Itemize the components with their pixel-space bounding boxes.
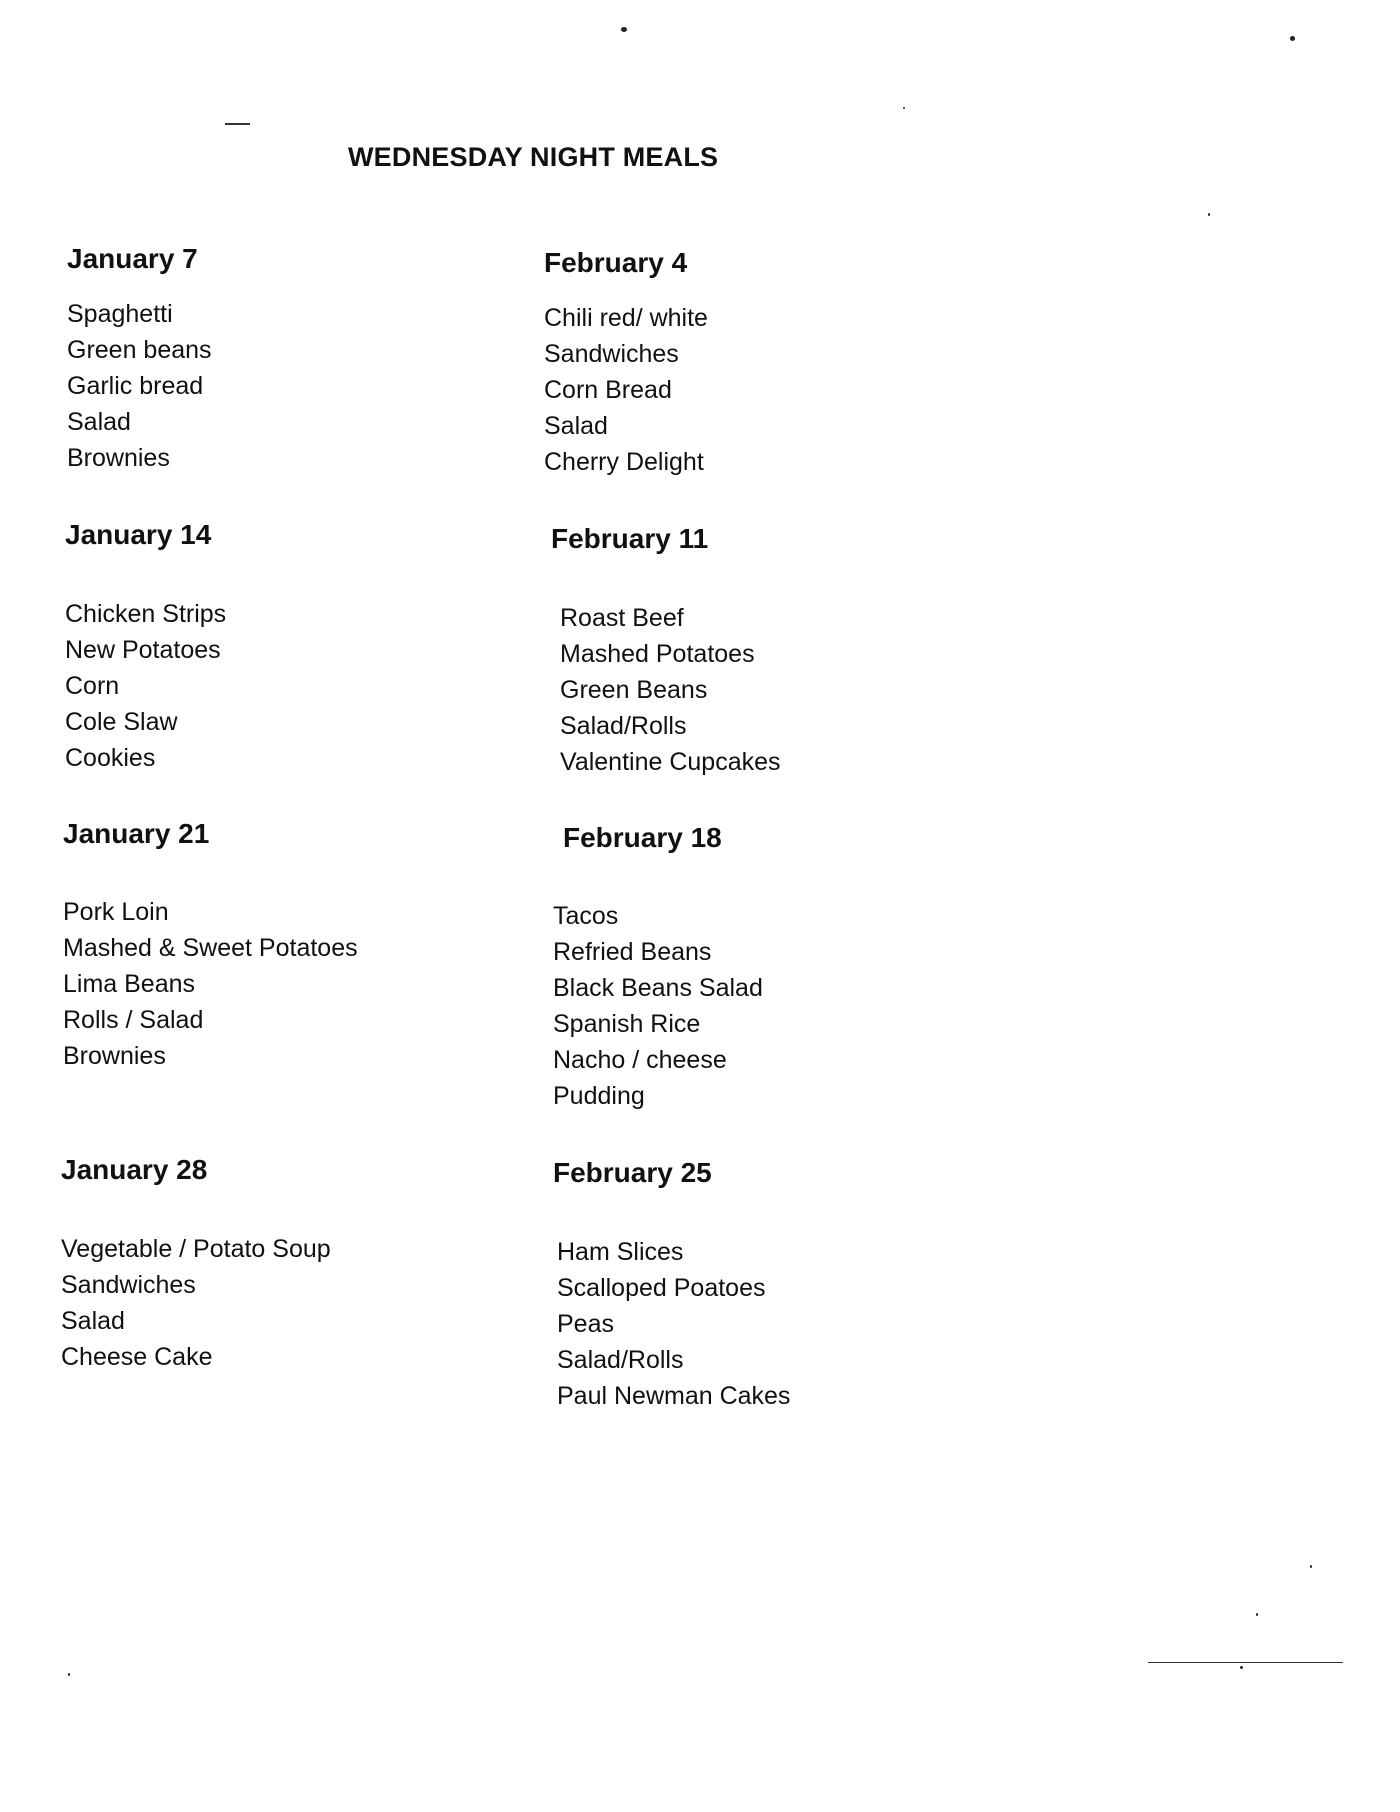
menu-item: Pork Loin: [63, 898, 169, 926]
menu-item: Chicken Strips: [65, 600, 227, 628]
meal-block-february-11: [551, 522, 1011, 780]
meal-date: January 28: [61, 1154, 208, 1185]
meal-block-january-7: [67, 242, 527, 476]
menu-item: Black Beans Salad: [553, 974, 763, 1002]
menu-item: Spanish Rice: [553, 1010, 701, 1038]
meal-date: January 14: [65, 519, 212, 550]
menu-item: Peas: [557, 1310, 614, 1338]
menu-list: [63, 894, 523, 1074]
meal-date: February 25: [553, 1157, 712, 1188]
meal-date: February 18: [563, 822, 722, 853]
page-title: WEDNESDAY NIGHT MEALS: [348, 142, 719, 172]
menu-list: [560, 600, 1011, 780]
meal-date: January 7: [67, 243, 198, 274]
menu-item: Chili red/ white: [544, 304, 708, 332]
menu-list: [544, 300, 1004, 480]
menu-item: Salad: [544, 412, 608, 440]
scan-mark-bottom-right: [1148, 1662, 1343, 1663]
menu-item: Roast Beef: [560, 604, 684, 632]
meal-date: January 21: [63, 818, 210, 849]
menu-list: [553, 898, 1013, 1114]
menu-item: Brownies: [63, 1042, 166, 1070]
menu-item: Tacos: [553, 902, 619, 930]
menu-item: Lima Beans: [63, 970, 196, 998]
menu-item: Refried Beans: [553, 938, 712, 966]
menu-item: Mashed Potatoes: [560, 640, 755, 668]
menu-item: Nacho / cheese: [553, 1046, 727, 1074]
menu-item: Corn Bread: [544, 376, 672, 404]
menu-item: Pudding: [553, 1082, 645, 1110]
menu-item: Mashed & Sweet Potatoes: [63, 934, 358, 962]
menu-item: Paul Newman Cakes: [557, 1382, 791, 1410]
menu-item: Salad: [61, 1307, 125, 1335]
menu-item: Cookies: [65, 744, 156, 772]
scan-speck: [1310, 1565, 1312, 1568]
menu-item: Corn: [65, 672, 120, 700]
meal-date: February 11: [551, 523, 709, 554]
menu-item: Rolls / Salad: [63, 1006, 204, 1034]
meal-block-february-4: [544, 246, 1004, 480]
menu-item: Cherry Delight: [544, 448, 704, 476]
scan-speck: [1240, 1666, 1243, 1669]
menu-item: Brownies: [67, 444, 170, 472]
menu-item: Spaghetti: [67, 300, 173, 328]
scan-speck: [68, 1673, 70, 1676]
menu-list: [557, 1234, 1013, 1414]
meal-date: February 4: [544, 247, 688, 278]
menu-item: Salad: [67, 408, 131, 436]
menu-item: Scalloped Poatoes: [557, 1274, 766, 1302]
meal-block-january-28: [61, 1153, 521, 1375]
menu-item: Cheese Cake: [61, 1343, 213, 1371]
menu-item: Ham Slices: [557, 1238, 684, 1266]
menu-list: [61, 1231, 521, 1375]
scan-mark-top-left: [225, 123, 250, 125]
scan-speck: [1290, 36, 1295, 41]
menu-item: Salad/Rolls: [560, 712, 687, 740]
menu-list: [67, 296, 527, 476]
menu-item: Green beans: [67, 336, 212, 364]
scan-speck: [1208, 213, 1210, 216]
menu-item: Valentine Cupcakes: [560, 748, 781, 776]
menu-list: [65, 596, 525, 776]
scan-speck: [621, 27, 627, 32]
menu-item: Green Beans: [560, 676, 708, 704]
meal-block-february-25: [553, 1156, 1013, 1414]
meal-block-january-14: [65, 518, 525, 776]
menu-item: Cole Slaw: [65, 708, 178, 736]
menu-item: Salad/Rolls: [557, 1346, 684, 1374]
menu-item: Sandwiches: [544, 340, 679, 368]
menu-item: Vegetable / Potato Soup: [61, 1235, 331, 1263]
meal-block-january-21: [63, 817, 523, 1074]
menu-item: New Potatoes: [65, 636, 221, 664]
menu-item: Garlic bread: [67, 372, 204, 400]
meal-block-february-18: [553, 821, 1013, 1114]
menu-item: Sandwiches: [61, 1271, 196, 1299]
scan-speck: [903, 107, 905, 109]
scan-speck: [1256, 1613, 1258, 1616]
